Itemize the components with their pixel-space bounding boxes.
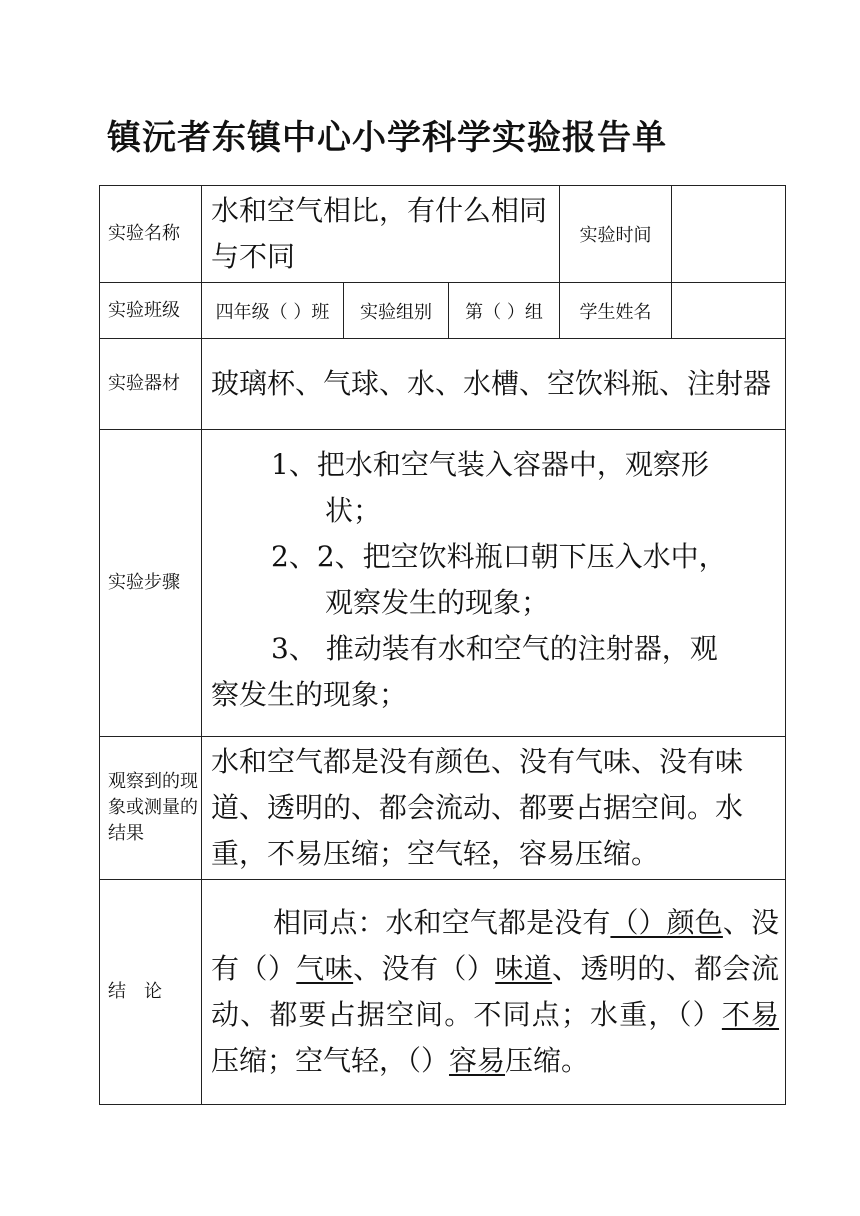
experiment-time-value <box>672 186 786 283</box>
experiment-name-label: 实验名称 <box>100 186 202 283</box>
steps-label: 实验步骤 <box>100 430 202 737</box>
step-2-continued: 观察发生的现象； <box>325 586 550 619</box>
materials-value: 玻璃杯、气球、水、水槽、空饮料瓶、注射器 <box>202 339 786 430</box>
conclusion-text-4: 、透明的、都会流动、都要占据空间。不同点；水重，（） <box>211 952 779 1031</box>
results-value: 水和空气都是没有颜色、没有气味、没有味道、透明的、都会流动、都要占据空间。水重，不易压缩；空气轻，容易压缩。 <box>202 737 786 880</box>
class-label: 实验班级 <box>100 283 202 339</box>
group-label: 实验组别 <box>344 283 449 339</box>
row-steps <box>100 430 786 737</box>
step-2 <box>211 534 779 580</box>
row-results <box>100 737 786 880</box>
step-1-text: 把水和空气装入容器中，观察形 <box>316 448 709 481</box>
row-materials <box>100 339 786 430</box>
conclusion-text-3: 、没有（） <box>353 952 496 985</box>
conclusion-blank-smell: 气味 <box>296 952 354 985</box>
class-value: 四年级（ ）班 <box>202 283 344 339</box>
row-experiment-name <box>100 186 786 283</box>
conclusion-content <box>202 880 786 1105</box>
step-1 <box>211 442 779 488</box>
conclusion-blank-easy: 容易 <box>449 1044 506 1077</box>
step-3 <box>211 626 779 672</box>
conclusion-text-1: 相同点：水和空气都是没有 <box>273 906 611 939</box>
materials-label: 实验器材 <box>100 339 202 430</box>
step-1-number: 1、 <box>271 448 317 481</box>
conclusion-blank-hard: 不易 <box>721 998 780 1031</box>
page-title: 镇沅者东镇中心小学科学实验报告单 <box>107 118 667 158</box>
conclusion-text-6: 压缩。 <box>505 1044 590 1077</box>
step-1-continued: 状； <box>325 494 382 527</box>
row-class <box>100 283 786 339</box>
step-3-number: 3、 <box>271 632 317 665</box>
conclusion-blank-color: （）颜色 <box>610 906 723 939</box>
row-conclusion <box>100 880 786 1105</box>
step-3-continued: 察发生的现象； <box>211 678 408 711</box>
experiment-name-value: 水和空气相比，有什么相同与不同 <box>202 186 560 283</box>
conclusion-text-2: 、没有（） <box>211 906 780 985</box>
steps-content <box>202 430 786 737</box>
results-label: 观察到的现象或测量的结果 <box>100 737 202 880</box>
student-name-value <box>672 283 786 339</box>
conclusion-text-5: 压缩；空气轻，（） <box>211 1044 450 1077</box>
student-name-label: 学生姓名 <box>560 283 672 339</box>
experiment-time-label: 实验时间 <box>560 186 672 283</box>
conclusion-blank-taste: 味道 <box>495 952 553 985</box>
step-3-text: 推动装有水和空气的注射器，观 <box>325 632 718 665</box>
step-2-number: 2、 <box>271 540 317 573</box>
conclusion-label: 结 论 <box>100 880 202 1105</box>
step-2-text: 2、把空饮料瓶口朝下压入水中， <box>316 540 727 573</box>
report-table <box>99 185 786 1105</box>
group-value: 第（ ）组 <box>449 283 560 339</box>
